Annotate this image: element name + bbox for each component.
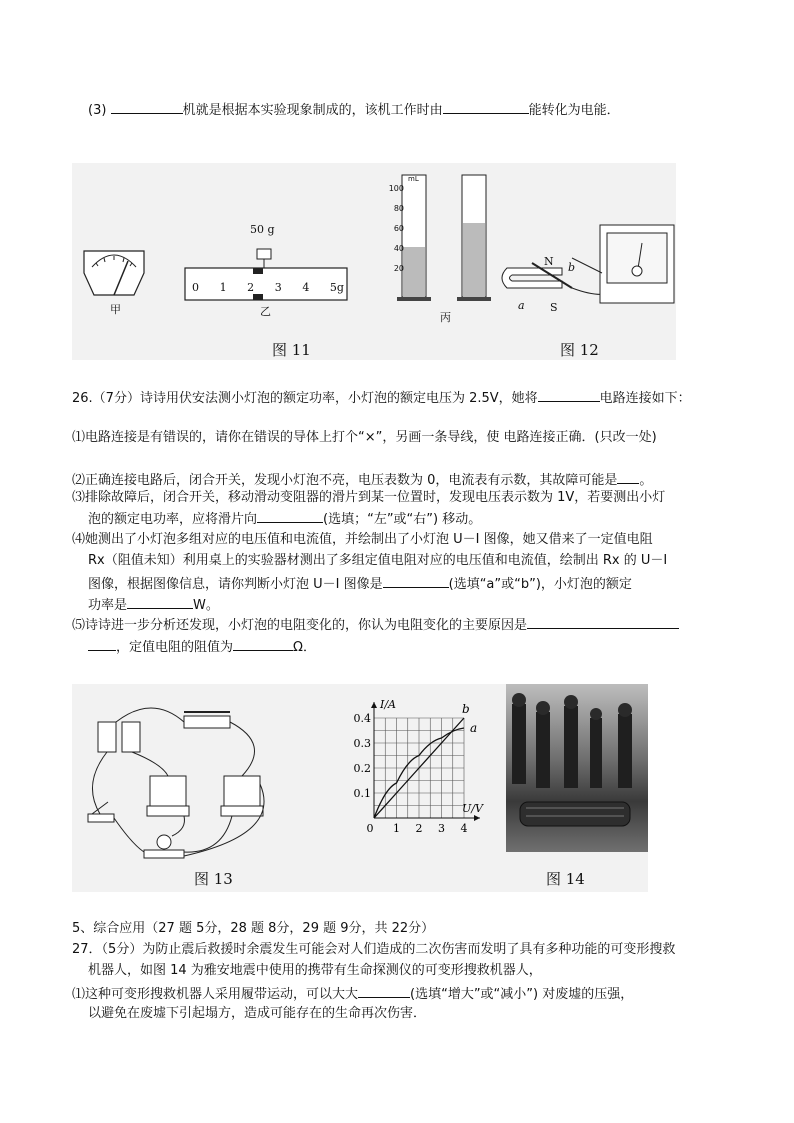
q26-part5-text: ⑸诗诗进一步分析还发现，小灯泡的电阻变化的，你认为电阻变化的主要原因是 — [72, 618, 528, 633]
y-axis-label: I/A — [380, 698, 396, 711]
scale-tick: 0 — [192, 281, 199, 294]
cylinder-tick: 100 — [388, 184, 404, 193]
x-tick-label: 4 — [460, 822, 468, 835]
magnet-n: N — [544, 255, 554, 268]
q26-part4-power-unit: W。 — [193, 598, 219, 613]
answer-blank[interactable] — [527, 616, 679, 629]
cylinder-tick: 80 — [393, 204, 404, 213]
measuring-cylinder-icon — [397, 175, 491, 301]
section-5-title: 5、综合应用（27 题 5分，28 题 8分，29 题 9分，共 22分） — [72, 921, 435, 936]
series-label-a: a — [470, 721, 478, 735]
y-axis-arrow — [371, 702, 377, 708]
q25-part3 — [88, 101, 620, 119]
series-label-b: b — [462, 702, 470, 716]
answer-blank[interactable] — [443, 101, 529, 114]
scale-tick: 3 — [274, 281, 282, 294]
q27-stem-line2: 机器人，如图 14 为雅安地震中使用的携带有生命探测仪的可变形搜救机器人， — [88, 963, 542, 978]
answer-blank[interactable] — [111, 101, 183, 114]
q25-part3-end: 能转化为电能． — [528, 103, 620, 118]
q26-part1: ⑴电路连接是有错误的，请你在错误的导体上打个“×”，另画一条导线，使 电路连接正确．(只改一处) — [72, 430, 657, 445]
y-tick-label: 0.4 — [353, 712, 371, 725]
figure-11-12-drawing — [72, 163, 676, 360]
y-tick-label: 0.2 — [353, 762, 371, 775]
magnet-s: S — [550, 301, 558, 314]
q26-part5-resistance-text: ，定值电阻的阻值为 — [116, 640, 234, 655]
q26-part5-line2 — [88, 638, 316, 656]
answer-blank[interactable] — [358, 985, 410, 998]
scale-tick-labels — [192, 281, 344, 294]
rheostat-icon — [184, 712, 230, 728]
y-tick-label: 0.3 — [353, 737, 371, 750]
figure-11-12-panel — [72, 163, 676, 360]
figure-13-caption: 图 13 — [194, 870, 233, 888]
voltmeter-icon — [221, 776, 263, 816]
scale-tick: 2 — [247, 281, 255, 294]
label-jia: 甲 — [110, 303, 121, 316]
x-axis-label: U/V — [462, 802, 483, 815]
cylinder-unit: mL — [408, 175, 419, 183]
q26-part2-text: ⑵正确连接电路后，闭合开关，发现小灯泡不亮，电压表数为 0，电流表有示数，其故障可能是 — [72, 473, 618, 488]
scale-tick: 1 — [219, 281, 227, 294]
q26-part4-line3 — [88, 575, 632, 593]
q26-part4-power-text: 功率是 — [88, 598, 128, 613]
q26-part4-text: 图像，根据图像信息，请你判断小灯泡 U－I 图像是 — [88, 577, 383, 592]
cylinder-tick: 60 — [393, 224, 404, 233]
wire-b: b — [568, 261, 576, 274]
x-tick-label: 2 — [415, 822, 423, 835]
switch-icon — [88, 802, 114, 822]
q27-stem-line1: 27．（5分）为防止震后救援时余震发生可能会对人们造成的二次伤害而发明了具有多种功能的可变形搜救 — [72, 942, 676, 957]
x-axis-arrow — [474, 815, 480, 821]
q26-part4-end: (选填“a”或“b”)，小灯泡的额定 — [448, 577, 632, 592]
answer-blank[interactable] — [233, 638, 293, 651]
x-tick-label: 3 — [438, 822, 445, 835]
answer-blank[interactable] — [617, 471, 639, 484]
q26-stem-text: 26.（7分）诗诗用伏安法测小灯泡的额定功率，小灯泡的额定电压为 2.5V，她将 — [72, 391, 538, 406]
q27-part1-line2: 以避免在废墟下引起塌方，造成可能存在的生命再次伤害． — [88, 1006, 427, 1021]
q26-part3-text: 泡的额定电功率，应将滑片向 — [88, 512, 258, 527]
q27-part1-text: ⑴这种可变形搜救机器人采用履带运动，可以大大 — [72, 987, 359, 1002]
cylinder-tick: 20 — [393, 264, 404, 273]
q26-stem-end: 电路连接如下： — [599, 391, 691, 406]
answer-blank[interactable] — [88, 638, 116, 651]
circuit-diagram-drawing — [72, 684, 352, 892]
label-yi: 乙 — [260, 305, 271, 318]
scale-tick: 4 — [302, 281, 310, 294]
q25-part3-text: 机就是根据本实验现象制成的，该机工作时由 — [182, 103, 443, 118]
q26-part4-line2: Rx（阻值未知）利用桌上的实验器材测出了多组定值电阻对应的电压值和电流值，绘制出 Rx 的 U－I — [88, 553, 668, 568]
answer-blank[interactable] — [257, 510, 323, 523]
q25-part3-number: (3) — [88, 103, 107, 118]
q26-stem — [72, 389, 691, 407]
figure-14-caption: 图 14 — [546, 870, 585, 888]
u-i-chart — [352, 688, 502, 848]
cylinder-tick: 40 — [393, 244, 404, 253]
rescue-robot-photo — [506, 684, 648, 852]
ammeter-icon — [147, 776, 189, 816]
magnet-galvanometer-icon — [502, 225, 674, 303]
q26-part5-unit: Ω． — [293, 640, 316, 655]
q26-part3-line2 — [88, 510, 481, 528]
q26-part4-line1: ⑷她测出了小灯泡多组对应的电压值和电流值，并绘制出了小灯泡 U－I 图像，她又借来了一定值电阻 — [72, 532, 653, 547]
label-bing: 丙 — [440, 311, 451, 324]
q26-part5-line1 — [72, 616, 679, 634]
x-tick-label: 1 — [393, 822, 400, 835]
answer-blank[interactable] — [127, 596, 193, 609]
x-tick-label: 0 — [366, 822, 374, 835]
q27-part1-end: (选填“增大”或“减小”) 对废墟的压强， — [410, 987, 634, 1002]
scale-tick: 5g — [329, 281, 344, 294]
cylinder-ticks — [384, 179, 404, 279]
y-tick-label: 0.1 — [353, 787, 371, 800]
q26-part2 — [72, 471, 652, 489]
q26-part3-line1: ⑶排除故障后，闭合开关，移动滑动变阻器的滑片到某一位置时，发现电压表示数为 1V，若要测出小灯 — [72, 490, 666, 505]
bulb-icon — [144, 835, 184, 858]
q27-part1-line1 — [72, 985, 633, 1003]
figure-11-caption: 图 11 — [272, 341, 311, 359]
weight-label: 50 g — [250, 223, 275, 236]
wire-a: a — [518, 299, 525, 312]
battery-icon — [98, 722, 140, 752]
figure-13-14-panel — [72, 684, 648, 892]
q26-part4-line4 — [88, 596, 219, 614]
rescue-robot-scene — [506, 684, 648, 852]
meter-dial-icon — [84, 251, 144, 295]
answer-blank[interactable] — [383, 575, 449, 588]
q26-part3-end: (选填；“左”或“右”) 移动。 — [323, 512, 482, 527]
answer-blank[interactable] — [538, 389, 600, 402]
figure-12-caption: 图 12 — [560, 341, 599, 359]
q26-part2-end: 。 — [639, 473, 653, 488]
